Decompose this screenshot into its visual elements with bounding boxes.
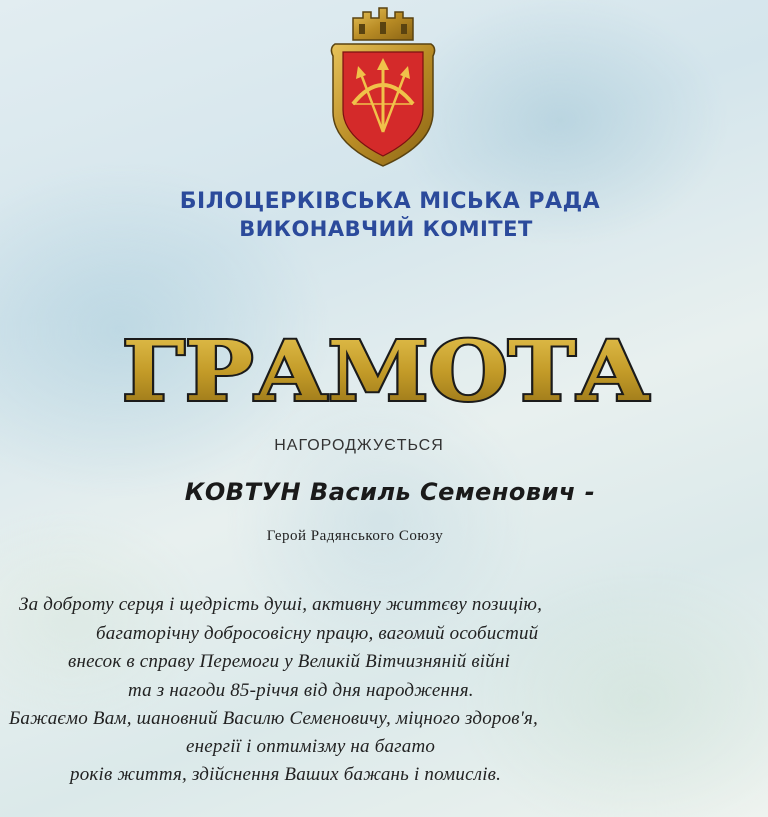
body-line: внесок в справу Перемоги у Великій Вітчизняній війні	[68, 651, 511, 672]
coat-of-arms-icon	[319, 4, 447, 172]
recipient-name: КОВТУН Василь Семенович -	[184, 478, 596, 506]
body-line: та з нагоди 85-річчя від дня народження.	[128, 680, 474, 701]
body-line: енергії і оптимізму на багато	[186, 736, 436, 757]
document-title	[118, 328, 654, 412]
body-line: Бажаємо Вам, шановний Василю Семеновичу, міцного здоров'я,	[9, 708, 538, 729]
council-name: БІЛОЦЕРКІВСЬКА МІСЬКА РАДА	[179, 189, 601, 214]
recipient-title: Герой Радянського Союзу	[266, 528, 444, 544]
document-title-text: ГРАМОТА	[122, 328, 650, 412]
body-line: За доброту серця і щедрість душі, активну життєву позицію,	[19, 594, 543, 615]
awarded-label: НАГОРОДЖУЄТЬСЯ	[274, 437, 444, 454]
body-line: багаторічну добросовісну працю, вагомий особистий	[96, 623, 539, 644]
committee-name: ВИКОНАВЧИЙ КОМІТЕТ	[239, 217, 533, 241]
body-line: років життя, здійснення Ваших бажань і помислів.	[70, 764, 502, 785]
